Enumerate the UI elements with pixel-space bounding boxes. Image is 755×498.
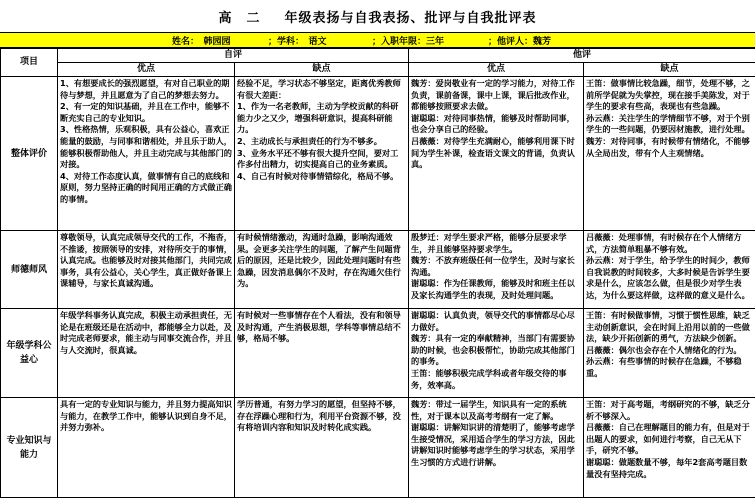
header-self-cons: 缺点 xyxy=(235,63,409,77)
header-self-pros: 优点 xyxy=(58,63,235,77)
other-pros-cell xyxy=(409,309,584,398)
header-other-cons: 缺点 xyxy=(584,63,755,77)
self-cons-cell xyxy=(235,309,409,398)
title-text: 年级表扬与自我表扬、批评与自我批评表 xyxy=(284,10,537,26)
self-pros-cell xyxy=(58,77,235,231)
other-cons-cell xyxy=(584,231,755,309)
cell-text: 年级学科事务认真完成，积极主动承担责任，无论是在班级还是在活动中，都能够全力以赴，及时完成老师要求，能主动与同事交流合作，并且与人交流时，很真诚。 xyxy=(60,310,232,355)
self-cons-cell xyxy=(235,398,409,498)
self-cons-cell xyxy=(235,231,409,309)
cell-text: 有时候情绪激动，沟通时急躁，影响沟通效果。会更多关注学生的问题，了解产生问题背后的原因，还是比较少，因此处理问题时有些急躁，因发消息偶尔不及时，存在沟通欠佳行为。 xyxy=(237,232,401,289)
cell-text: 1、有想要成长的强烈愿望，有对自己职业的期待与梦想，并且愿意为了自己的梦想去努力。 2、有一定的知识基础，并且在工作中，能够不断充实自己的专业知识。 3、性格热情，乐观积极，具有公益心，喜欢正能量的鼓励，与同事和谐相处，并且乐于助人，能够积极帮助他人，并且主动完成与其他部门的对接。 4、对待工作态度认真，做事情有自己的底线和原则，努力坚持正确的时间用正确的方式做正确的事情。 xyxy=(60,78,232,204)
info-bar xyxy=(0,32,755,48)
title-grade: 高 二 xyxy=(218,10,261,26)
header-item: 项目 xyxy=(1,49,58,77)
header-self: 自评 xyxy=(58,49,409,63)
row-label: 师德师风 xyxy=(1,231,58,309)
header-other-pros: 优点 xyxy=(409,63,584,77)
cell-text: 王笛：有时候做事情，习惯于惯性思维，缺乏主动创新意识，会在时间上沿用以前的一些做法，缺少开拓创新的勇气，方法缺少创新。 吕薇薇：偶尔也会存在个人情绪化的行为。 孙云燕：有些事情的时候存在急躁，不够稳重。 xyxy=(586,310,750,378)
other-cons-cell xyxy=(584,77,755,231)
cell-text: 吕薇薇：处理事情，有时候存在个人情绪方式，方法简单粗暴不够有效。 孙云燕：对于学生，给予学生的时间少，教师自我说教的时间较多，大多时候是告诉学生要求是什么，应该怎么做，但是很少对学生表达，为什么要这样做，这样做的意义是什么。 xyxy=(586,232,750,300)
table-row xyxy=(1,77,755,231)
row-label: 专业知识与能力 xyxy=(1,398,58,498)
cell-text: 有时候对一些事情存在个人看法，没有和领导及时沟通，产生消极思想，学科等事情总结不够，格局不够。 xyxy=(237,310,401,344)
row-label: 整体评价 xyxy=(1,77,58,231)
cell-text: 尊敬领导，认真完成领导交代的工作，不拖沓，不推诿，按照领导的安排，对待所交于的事情，认真完成。也能够及时对接其他部门，共同完成事务，具有公益心，关心学生，真正做好备课上课辅导，与家长真诚沟通。 xyxy=(60,232,232,289)
other-cons-cell xyxy=(584,309,755,398)
page-title xyxy=(0,0,755,32)
cell-text: 魏芳：带过一届学生，知识具有一定的系统性，对于课本以及高考考纲有一定了解。 谢聪聪：讲解知识讲的清楚明了，能够考虑学生接受情况，采用适合学生的学习方法，因此讲解知识时能够考虑学生的学习状态，采用学生习惯的方式进行讲解。 xyxy=(411,399,575,467)
teacher-name: 姓名： 韩园园 xyxy=(172,37,231,47)
evaluator-name: ；他评人：魏芳 xyxy=(488,37,552,47)
other-pros-cell xyxy=(409,231,584,309)
cell-text: 学历普通，有努力学习的愿望，但坚持不够，存在浮躁心理和行为，利用平台资源不够，没有将培训内容和知识及时转化成实践。 xyxy=(237,399,401,433)
other-pros-cell xyxy=(409,398,584,498)
cell-text: 王笛：对于高考题，考纲研究的不够，缺乏分析不够深入。 吕薇薇：自己在理解题目的能力有，但是对于出题人的要求，如何进行考察，自己无从下手，研究不够。 谢聪聪：做题数量不够，每年2套高考题目数量没有坚持完成。 xyxy=(586,399,750,479)
cell-text: 王笛：做事情比较急躁，细节，处理不够，之前所学促就为失掌控，现在接手美陈发，对于学生的要求有些高，表现也有些急躁。 孙云燕：关注学生的学情细节不够，对于个别学生的一些问题，仍要因材施教，进行处理。 魏芳：对待同事，有时候带有情绪化，不能够从全局出发，带有个人主观情绪。 xyxy=(586,78,750,158)
teacher-subject: ；学科： 语文 xyxy=(268,37,327,47)
cell-text: 谢聪聪：认真负责，领导交代的事情都尽心尽力做好。 魏芳：具有一定的奉献精神，当部门有需要协助的时候，也会积极帮忙，协助完成其他部门的事务。 王笛：能够积极完成学科或者年级交待的事务，效率高。 xyxy=(411,310,575,390)
self-pros-cell xyxy=(58,231,235,309)
teacher-years: ；入职年限：三年 xyxy=(372,37,445,47)
table-row xyxy=(1,309,755,398)
other-pros-cell xyxy=(409,77,584,231)
self-pros-cell xyxy=(58,398,235,498)
cell-text: 殷梦迁：对学生要求严格，能够分层要求学生，并且能够坚持要求学生。 魏芳：不放弃班级任何一位学生，及时与家长沟通。 谢聪聪：作为任课教师，能够及时和班主任以及家长沟通学生的表现，及时处理问题。 xyxy=(411,232,575,300)
other-cons-cell xyxy=(584,398,755,498)
self-pros-cell xyxy=(58,309,235,398)
cell-text: 魏芳：爱岗敬业有一定的学习能力，对待工作负责，课前备课，课中上课，课后批改作业，都能够按照要求去做。 谢聪聪：对待同事热情，能够及时帮助同事，也会分享自己的经验。 吕薇薇：对待学生充满耐心，能够利用课下时间为学生补课，检查语文课文的背诵，负责认真。 xyxy=(411,78,575,170)
table-row xyxy=(1,398,755,498)
row-label: 年级学科公益心 xyxy=(1,309,58,398)
evaluation-table xyxy=(0,48,755,498)
cell-text: 具有一定的专业知识与能力，并且努力提高知识与能力，在教学工作中，能够认识到自身不足，并努力弥补。 xyxy=(60,399,232,433)
self-cons-cell xyxy=(235,77,409,231)
table-row xyxy=(1,231,755,309)
header-others: 他评 xyxy=(409,49,755,63)
cell-text: 经验不足，学习状态不够坚定，距离优秀教师有很大差距： 1、作为一名老教师，主动为学校贡献的科研能力少之又少，增强科研意识，提高科研能力。 2、主动成长与承担责任的行为不够多。 3、业务水平还不够有很大提升空间，要对工作多付出精力，切实提高自己的业务素质。 4、自己有时候对待事情错综化，格局不够。 xyxy=(237,78,401,181)
